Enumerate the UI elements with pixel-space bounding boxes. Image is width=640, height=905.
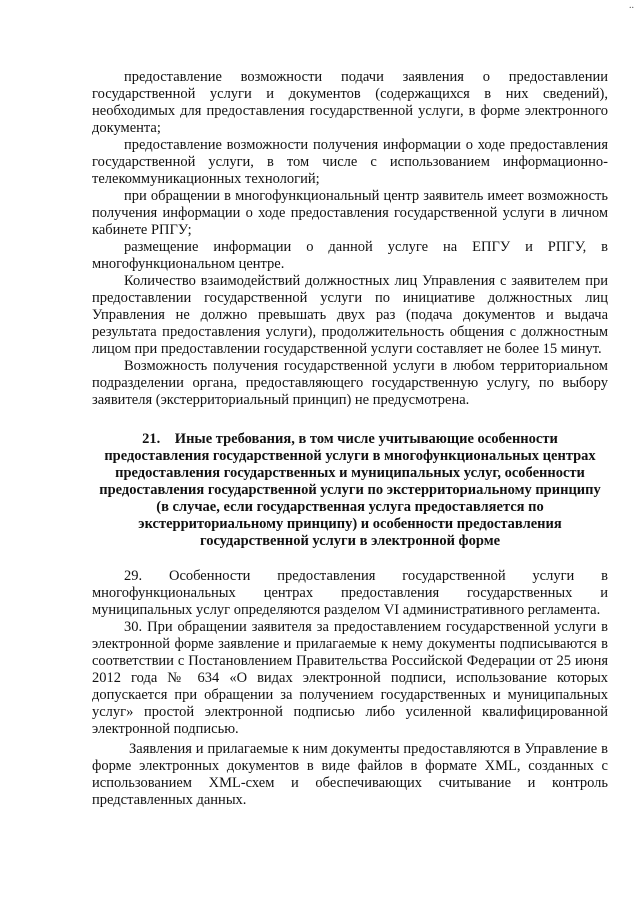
paragraph: предоставление возможности подачи заявления о предоставлении государственной услуги и документов (содержащихся в них сведений), необходимых для предоставления государственной услуги, в форме электронного документа; <box>92 69 608 136</box>
paragraph: Заявления и прилагаемые к ним документы предоставляются в Управление в форме электронных документов в виде файлов в формате XML, созданных с использованием XML-схем и обеспечивающих считывание и контроль представленных данных. <box>92 741 608 808</box>
text-block-2 <box>92 568 608 809</box>
text-block-1 <box>92 69 608 409</box>
heading-line: экстерриториальному принципу) и особенности предоставления <box>138 516 562 532</box>
heading-line: предоставления государственной услуги по экстерриториальному принципу <box>99 482 601 498</box>
paragraph: размещение информации о данной услуге на ЕПГУ и РПГУ, в многофункциональном центре. <box>92 239 608 272</box>
section-heading <box>92 431 608 550</box>
heading-line: (в случае, если государственная услуга предоставляется по <box>156 499 544 515</box>
heading-line: 21. Иные требования, в том числе учитывающие особенности <box>142 431 558 447</box>
heading-line: предоставления государственной услуги в многофункциональных центрах <box>104 448 596 464</box>
paragraph: предоставление возможности получения информации о ходе предоставления государственной услуги, в том числе с использованием информационно-телекоммуникационных технологий; <box>92 137 608 187</box>
heading-line: государственной услуги в электронной форме <box>199 533 501 549</box>
heading-line: предоставления государственных и муниципальных услуг, особенности <box>115 465 585 481</box>
corner-mark: .. <box>629 0 634 11</box>
paragraph: 29. Особенности предоставления государственной услуги в многофункциональных центрах предоставления государственных и муниципальных услуг определяются разделом VI административного регламента. <box>92 568 608 618</box>
paragraph: Возможность получения государственной услуги в любом территориальном подразделении органа, предоставляющего государственную услугу, по выбору заявителя (экстерриториальный принцип) не предусмотрена. <box>92 358 608 408</box>
paragraph: при обращении в многофункциональный центр заявитель имеет возможность получения информации о ходе предоставления государственной услуги в личном кабинете РПГУ; <box>92 188 608 238</box>
paragraph: Количество взаимодействий должностных лиц Управления с заявителем при предоставлении государственной услуги по инициативе должностных лиц Управления не должно превышать двух раз (подача документов и выдача результата предоставления услуги), продолжительность общения с должностным лицом при предоставлении государственной услуги составляет не более 15 минут. <box>92 273 608 357</box>
paragraph: 30. При обращении заявителя за предоставлением государственной услуги в электронной форме заявление и прилагаемые к нему документы подписываются в соответствии с Постановлением Правительства Российской Федерации от 25 июня 2012 года № 634 «О видах электронной подписи, использование которых допускается при обращении за получением государственных и муниципальных услуг» простой электронной подписью либо усиленной квалифицированной электронной подписью. <box>92 619 608 737</box>
